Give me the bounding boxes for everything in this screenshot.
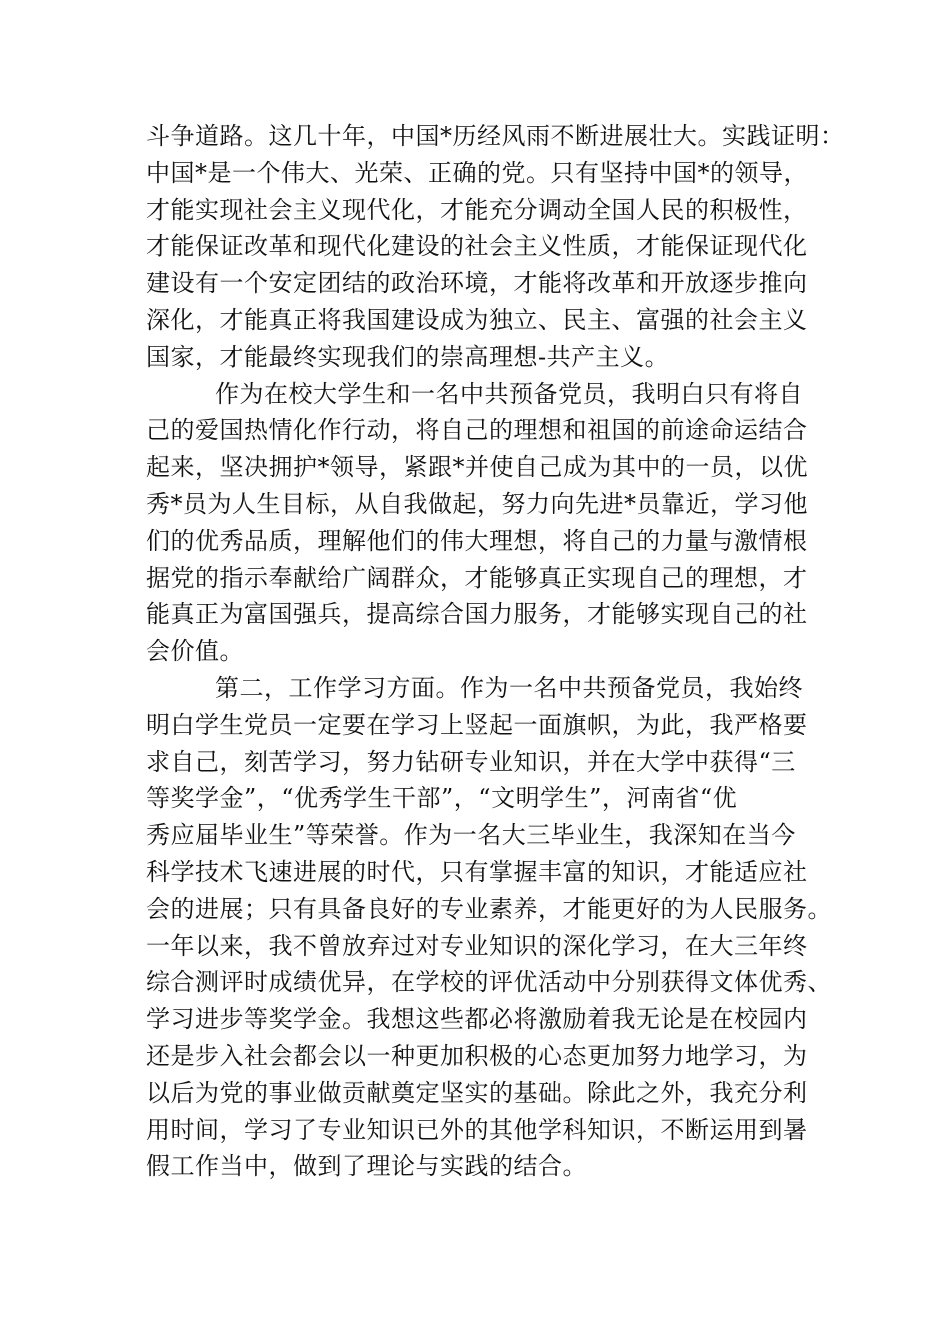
text-line: 深化，才能真正将我国建设成为独立、民主、富强的社会主义 <box>146 305 808 334</box>
text-line: 还是步入社会都会以一种更加积极的心态更加努力地学习，为 <box>146 1041 808 1070</box>
text-line: 明白学生党员一定要在学习上竖起一面旗帜，为此，我严格要 <box>146 710 808 739</box>
text-line: 科学技术飞速进展的时代，只有掌握丰富的知识，才能适应社 <box>146 857 808 886</box>
text-line: 学习进步等奖学金。我想这些都必将激励着我无论是在校园内 <box>146 1005 808 1034</box>
text-line: 才能实现社会主义现代化，才能充分调动全国人民的积极性， <box>146 195 808 224</box>
text-line: 国家，才能最终实现我们的崇高理想-共产主义。 <box>146 342 670 371</box>
text-line: 己的爱国热情化作行动，将自己的理想和祖国的前途命运结合 <box>146 416 808 445</box>
text-line: 们的优秀品质，理解他们的伟大理想，将自己的力量与激情根 <box>146 526 808 555</box>
text-line: 会价值。 <box>146 637 244 666</box>
text-line: 假工作当中，做到了理论与实践的结合。 <box>146 1152 587 1181</box>
text-line: 斗争道路。这几十年，中国*历经风雨不断进展壮大。实践证明： <box>146 122 845 150</box>
text-line: 用时间，学习了专业知识已外的其他学科知识，不断运用到暑 <box>146 1115 808 1144</box>
text-line: 以后为党的事业做贡献奠定坚实的基础。除此之外，我充分利 <box>146 1078 808 1107</box>
document-body <box>146 118 845 1185</box>
text-line: 一年以来，我不曾放弃过对专业知识的深化学习，在大三年终 <box>146 931 808 960</box>
text-line: 能真正为富国强兵，提高综合国力服务，才能够实现自己的社 <box>146 600 808 629</box>
text-line: 会的进展；只有具备良好的专业素养，才能更好的为人民服务。 <box>146 894 832 923</box>
text-line: 中国*是一个伟大、光荣、正确的党。只有坚持中国*的领导， <box>146 158 808 187</box>
paragraph-1 <box>146 118 845 376</box>
paragraph-3 <box>146 670 832 1185</box>
text-line: 秀应届毕业生”等荣誉。作为一名大三毕业生，我深知在当今 <box>146 821 796 850</box>
text-line: 建设有一个安定团结的政治环境，才能将改革和开放逐步推向 <box>146 269 808 298</box>
text-line: 综合测评时成绩优异，在学校的评优活动中分别获得文体优秀、 <box>146 968 832 997</box>
text-line: 才能保证改革和现代化建设的社会主义性质，才能保证现代化 <box>146 232 808 261</box>
text-line: 秀*员为人生目标，从自我做起，努力向先进*员靠近，学习他 <box>146 489 808 518</box>
text-line: 起来，坚决拥护*领导，紧跟*并使自己成为其中的一员，以优 <box>146 453 808 482</box>
text-line: 等奖学金”，“优秀学生干部”，“文明学生”，河南省“优 <box>146 784 738 813</box>
paragraph-2 <box>146 376 826 670</box>
text-line: 求自己，刻苦学习，努力钻研专业知识，并在大学中获得“三 <box>146 747 796 776</box>
text-line: 作为在校大学生和一名中共预备党员，我明白只有将自 <box>215 379 803 408</box>
text-line: 第二，工作学习方面。作为一名中共预备党员，我始终 <box>215 673 803 702</box>
text-line: 据党的指示奉献给广阔群众，才能够真正实现自己的理想，才 <box>146 563 808 592</box>
